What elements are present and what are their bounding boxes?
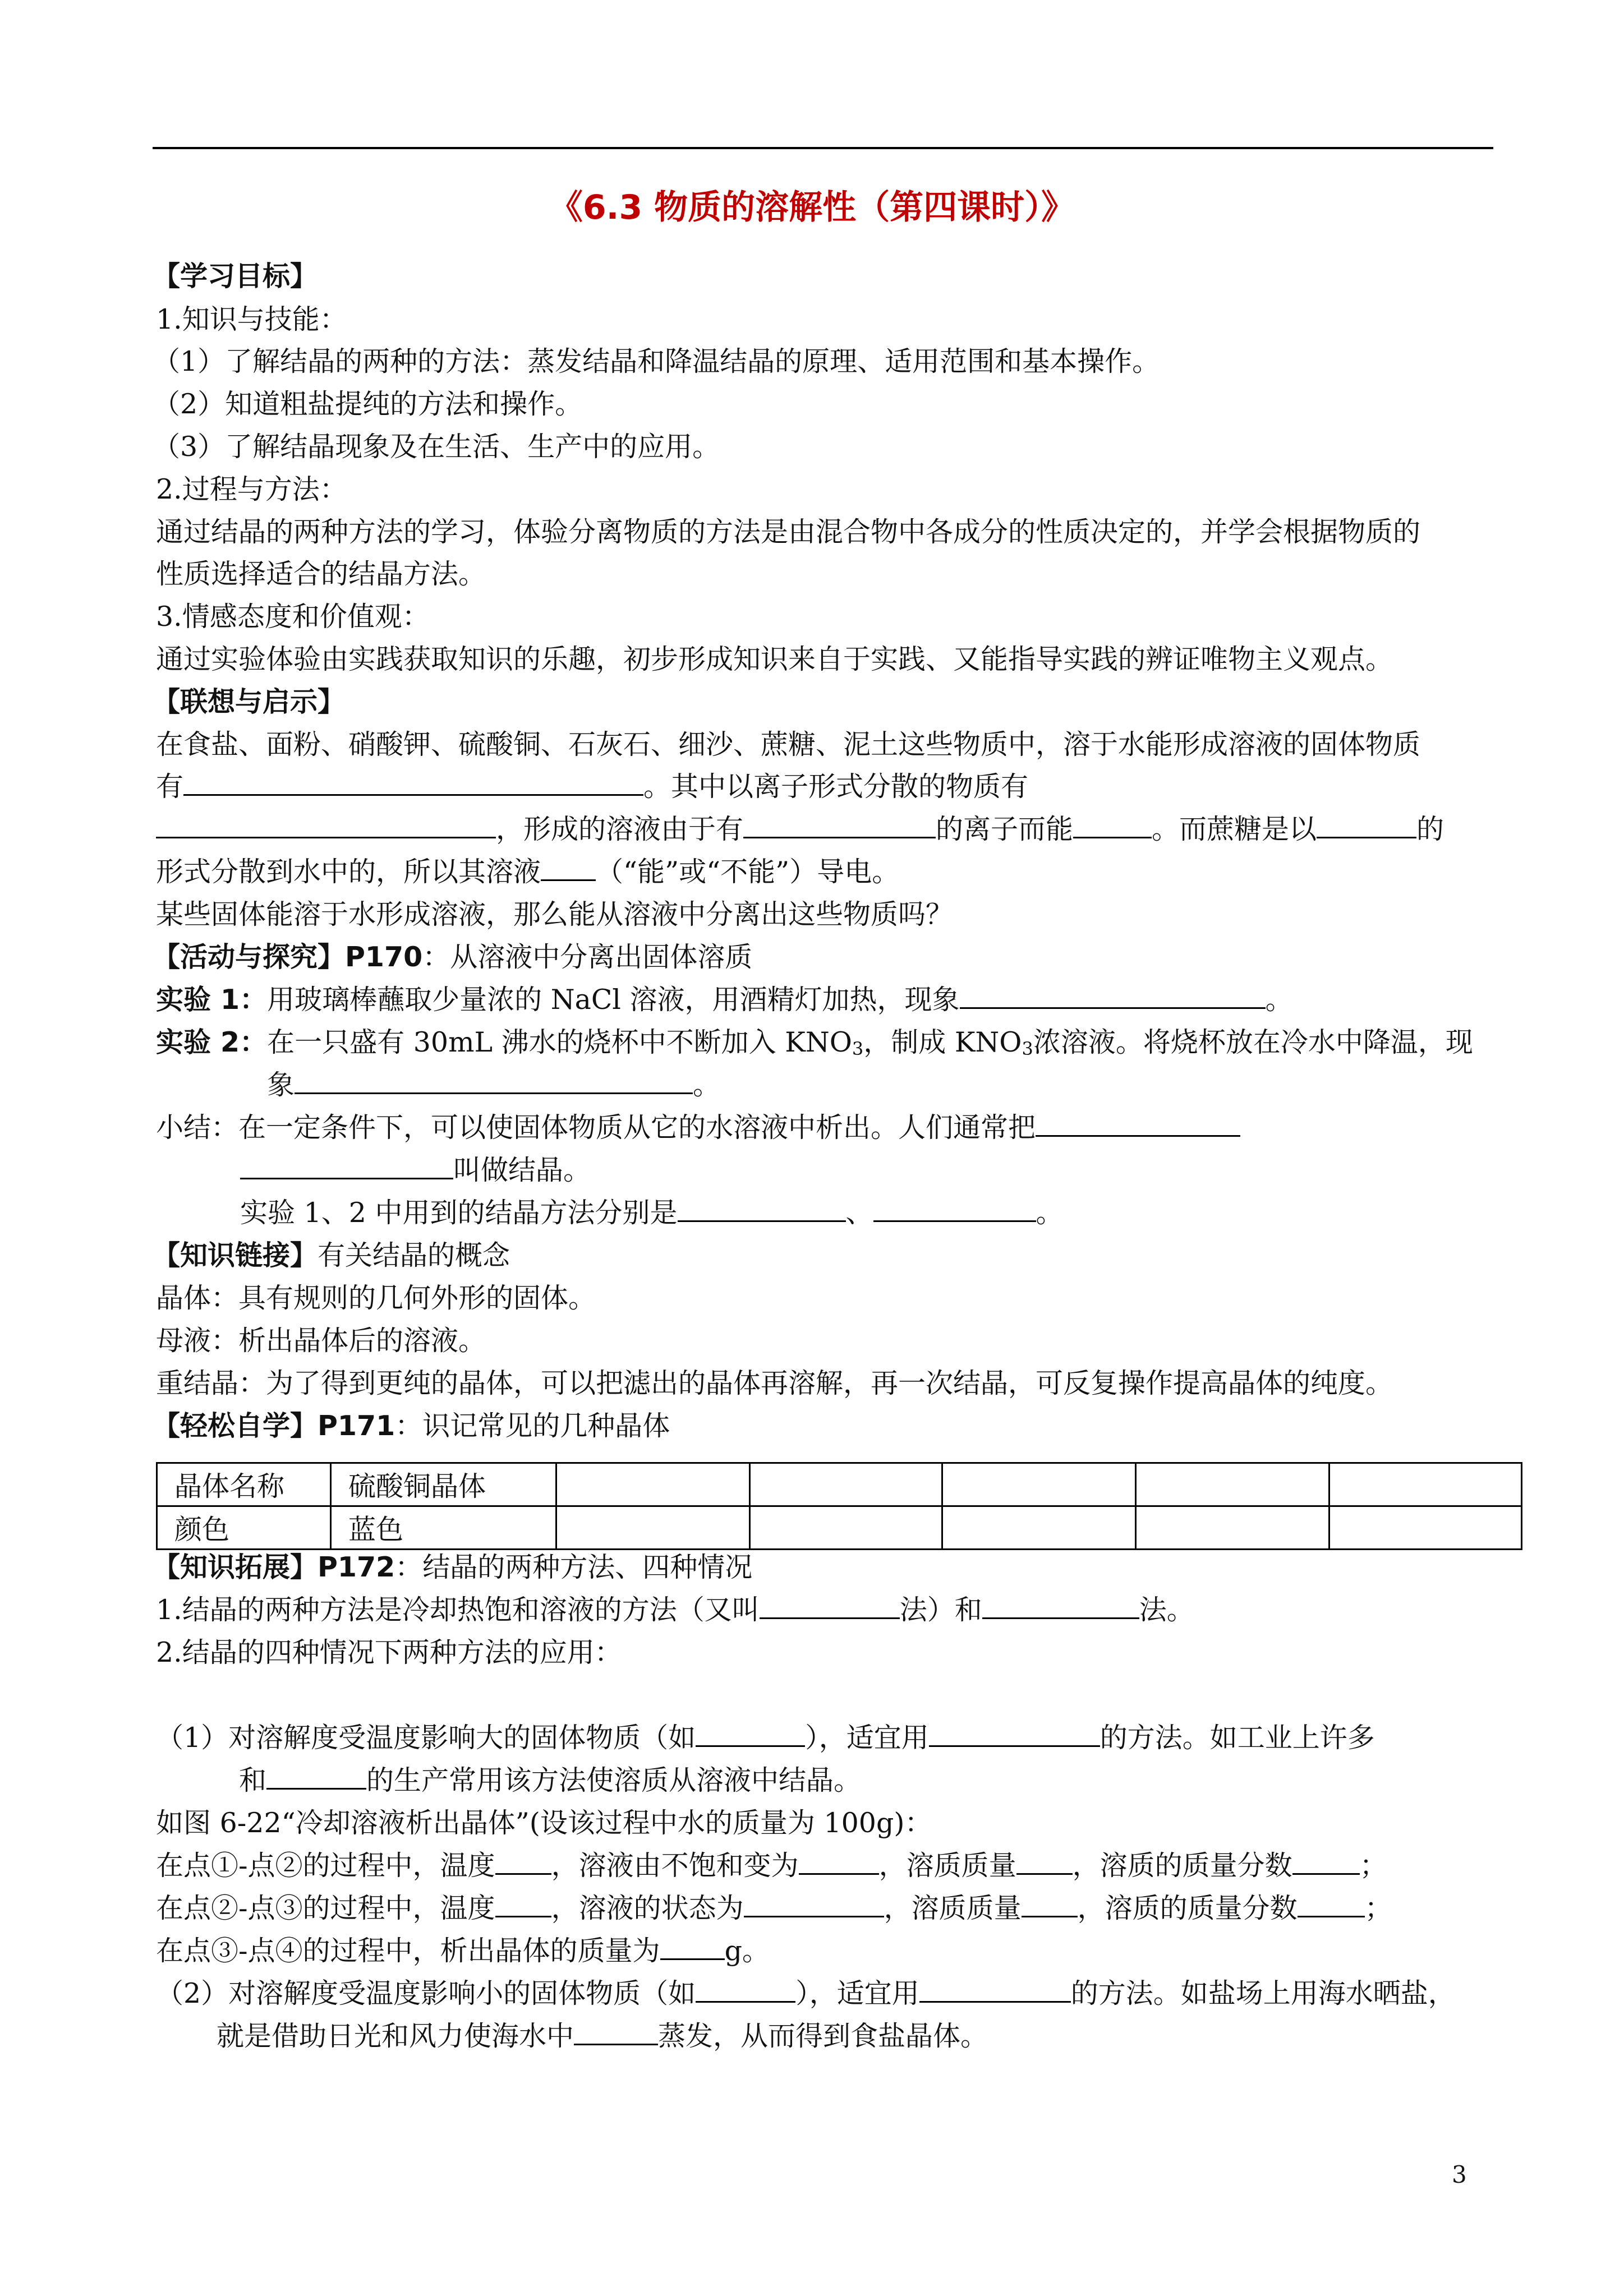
page-number: 3 xyxy=(1452,2161,1467,2188)
fill-blank[interactable] xyxy=(1022,1892,1078,1917)
goal-2b: 性质选择适合的结晶方法。 xyxy=(156,558,486,590)
fill-blank[interactable] xyxy=(495,1892,551,1917)
table-cell: 晶体名称 xyxy=(157,1463,331,1506)
fill-blank[interactable] xyxy=(1036,1112,1240,1137)
page-title: 《6.3 物质的溶解性（第四课时）》 xyxy=(549,188,1075,227)
goal-1b: （2）知道粗盐提纯的方法和操作。 xyxy=(153,388,583,420)
fill-blank[interactable] xyxy=(929,1722,1100,1747)
section-header-lianxiang: 【联想与启示】 xyxy=(153,686,346,718)
section-header-knowledge: 【知识链接】有关结晶的概念 xyxy=(153,1239,510,1271)
table-cell[interactable] xyxy=(1329,1506,1522,1550)
goal-1: 1.知识与技能： xyxy=(156,303,347,335)
fill-blank[interactable] xyxy=(1298,1892,1365,1917)
fill-blank[interactable] xyxy=(1016,1850,1073,1875)
header-rule xyxy=(153,147,1493,149)
experiment-2-cont: 象 。 xyxy=(267,1069,721,1101)
summary-3: 实验 1、2 中用到的结晶方法分别是 、 。 xyxy=(240,1197,1064,1229)
knowledge-crystal: 晶体：具有规则的几何外形的固体。 xyxy=(156,1282,596,1314)
table-cell[interactable] xyxy=(556,1463,750,1506)
fill-blank[interactable] xyxy=(919,1977,1071,2003)
fill-blank[interactable] xyxy=(660,1935,725,1960)
case-1-cont: 和 的生产常用该方法使溶质从溶液中结晶。 xyxy=(239,1764,862,1796)
lianxiang-p3: ，形成的溶液由于有 的离子而能 。而蔗糖是以 的 xyxy=(156,811,1444,848)
fill-blank[interactable] xyxy=(873,1197,1036,1222)
fill-blank[interactable] xyxy=(266,1764,366,1790)
case-1: （1）对溶解度受温度影响大的固体物质（如 ），适宜用 的方法。如工业上许多 xyxy=(156,1722,1375,1754)
summary-2: 叫做结晶。 xyxy=(240,1152,591,1189)
summary-1: 小结：在一定条件下，可以使固体物质从它的水溶液中析出。人们通常把 xyxy=(156,1109,1240,1146)
table-row xyxy=(157,1463,1522,1506)
process-2-3: 在点②-点③的过程中，温度 ，溶液的状态为 ，溶质质量 ，溶质的质量分数 ； xyxy=(156,1892,1392,1924)
fill-blank[interactable] xyxy=(744,1892,884,1917)
goal-3: 3.情感态度和价值观： xyxy=(156,601,430,633)
table-cell: 硫酸铜晶体 xyxy=(331,1463,556,1506)
table-cell[interactable] xyxy=(942,1506,1136,1550)
fill-blank[interactable] xyxy=(574,2020,658,2045)
lianxiang-p4: 形式分散到水中的，所以其溶液 （“能”或“不能”）导电。 xyxy=(156,856,900,888)
figure-note: 如图 6-22“冷却溶液析出晶体”(设该过程中水的质量为 100g)： xyxy=(156,1807,932,1839)
fill-blank[interactable] xyxy=(982,1594,1139,1619)
fill-blank[interactable] xyxy=(696,1977,795,2003)
goal-2: 2.过程与方法： xyxy=(156,473,347,505)
section-header-goals: 【学习目标】 xyxy=(153,260,318,292)
table-cell: 蓝色 xyxy=(331,1506,556,1550)
fill-blank[interactable] xyxy=(760,1594,900,1619)
fill-blank[interactable] xyxy=(295,1069,693,1094)
table-cell[interactable] xyxy=(750,1463,942,1506)
table-cell: 颜色 xyxy=(157,1506,331,1550)
goal-1a: （1）了解结晶的两种的方法：蒸发结晶和降温结晶的原理、适用范围和基本操作。 xyxy=(153,345,1160,377)
experiment-1: 实验 1：用玻璃棒蘸取少量浓的 NaCl 溶液，用酒精灯加热，现象 。 xyxy=(156,984,1293,1016)
fill-blank[interactable] xyxy=(960,984,1266,1009)
experiment-2: 实验 2：在一只盛有 30mL 沸水的烧杯中不断加入 $KNO_3$，制成 $KNO_3$浓溶液。将烧杯放在冷水中降温，现 xyxy=(156,1026,1473,1059)
fill-blank[interactable] xyxy=(799,1850,879,1875)
case-2: （2）对溶解度受温度影响小的固体物质（如 ），适宜用 的方法。如盐场上用海水晒盐， xyxy=(156,1977,1456,2009)
lianxiang-p2: 有 。其中以离子形式分散的物质有 xyxy=(156,771,1029,803)
lianxiang-p5: 某些固体能溶于水形成溶液，那么能从溶液中分离出这些物质吗？ xyxy=(156,898,954,930)
table-cell[interactable] xyxy=(750,1506,942,1550)
goal-3a: 通过实验体验由实践获取知识的乐趣，初步形成知识来自于实践、又能指导实践的辨证唯物主义观点。 xyxy=(156,643,1393,675)
goal-1c: （3）了解结晶现象及在生活、生产中的应用。 xyxy=(153,431,720,463)
section-header-extension: 【知识拓展】P172：结晶的两种方法、四种情况 xyxy=(153,1551,753,1583)
process-3-4: 在点③-点④的过程中，析出晶体的质量为 g。 xyxy=(156,1935,770,1967)
table-cell[interactable] xyxy=(1136,1506,1329,1550)
fill-blank[interactable] xyxy=(541,856,596,881)
lianxiang-p1: 在食盐、面粉、硝酸钾、硫酸铜、石灰石、细沙、蔗糖、泥土这些物质中，溶于水能形成溶液的固体物质 xyxy=(156,729,1421,760)
knowledge-mother-liquor: 母液：析出晶体后的溶液。 xyxy=(156,1325,486,1357)
extension-2: 2.结晶的四种情况下两种方法的应用： xyxy=(156,1636,622,1668)
fill-blank[interactable] xyxy=(156,813,496,838)
table-cell[interactable] xyxy=(1329,1463,1522,1506)
section-header-selfstudy: 【轻松自学】P171：识记常见的几种晶体 xyxy=(153,1410,670,1442)
fill-blank[interactable] xyxy=(240,1154,453,1179)
table-cell[interactable] xyxy=(556,1506,750,1550)
process-1-2: 在点①-点②的过程中，温度 ，溶液由不饱和变为 ，溶质质量 ，溶质的质量分数 ； xyxy=(156,1850,1387,1882)
fill-blank[interactable] xyxy=(678,1197,846,1222)
goal-2a: 通过结晶的两种方法的学习，体验分离物质的方法是由混合物中各成分的性质决定的，并学会根据物质的 xyxy=(156,516,1421,548)
crystal-table xyxy=(156,1462,1522,1550)
fill-blank[interactable] xyxy=(1317,813,1416,838)
extension-1: 1.结晶的两种方法是冷却热饱和溶液的方法（又叫 法）和 法。 xyxy=(156,1594,1194,1626)
case-2-cont: 就是借助日光和风力使海水中 蒸发，从而得到食盐晶体。 xyxy=(217,2020,988,2052)
fill-blank[interactable] xyxy=(183,771,643,796)
knowledge-recrystallization: 重结晶：为了得到更纯的晶体，可以把滤出的晶体再溶解，再一次结晶，可反复操作提高晶体的纯度。 xyxy=(156,1367,1393,1399)
section-header-activity: 【活动与探究】P170：从溶液中分离出固体溶质 xyxy=(153,941,753,973)
table-row xyxy=(157,1506,1522,1550)
table-cell[interactable] xyxy=(942,1463,1136,1506)
table-cell[interactable] xyxy=(1136,1463,1329,1506)
fill-blank[interactable] xyxy=(1292,1850,1360,1875)
fill-blank[interactable] xyxy=(743,813,936,838)
fill-blank[interactable] xyxy=(696,1722,805,1747)
fill-blank[interactable] xyxy=(495,1850,551,1875)
fill-blank[interactable] xyxy=(1073,813,1152,838)
